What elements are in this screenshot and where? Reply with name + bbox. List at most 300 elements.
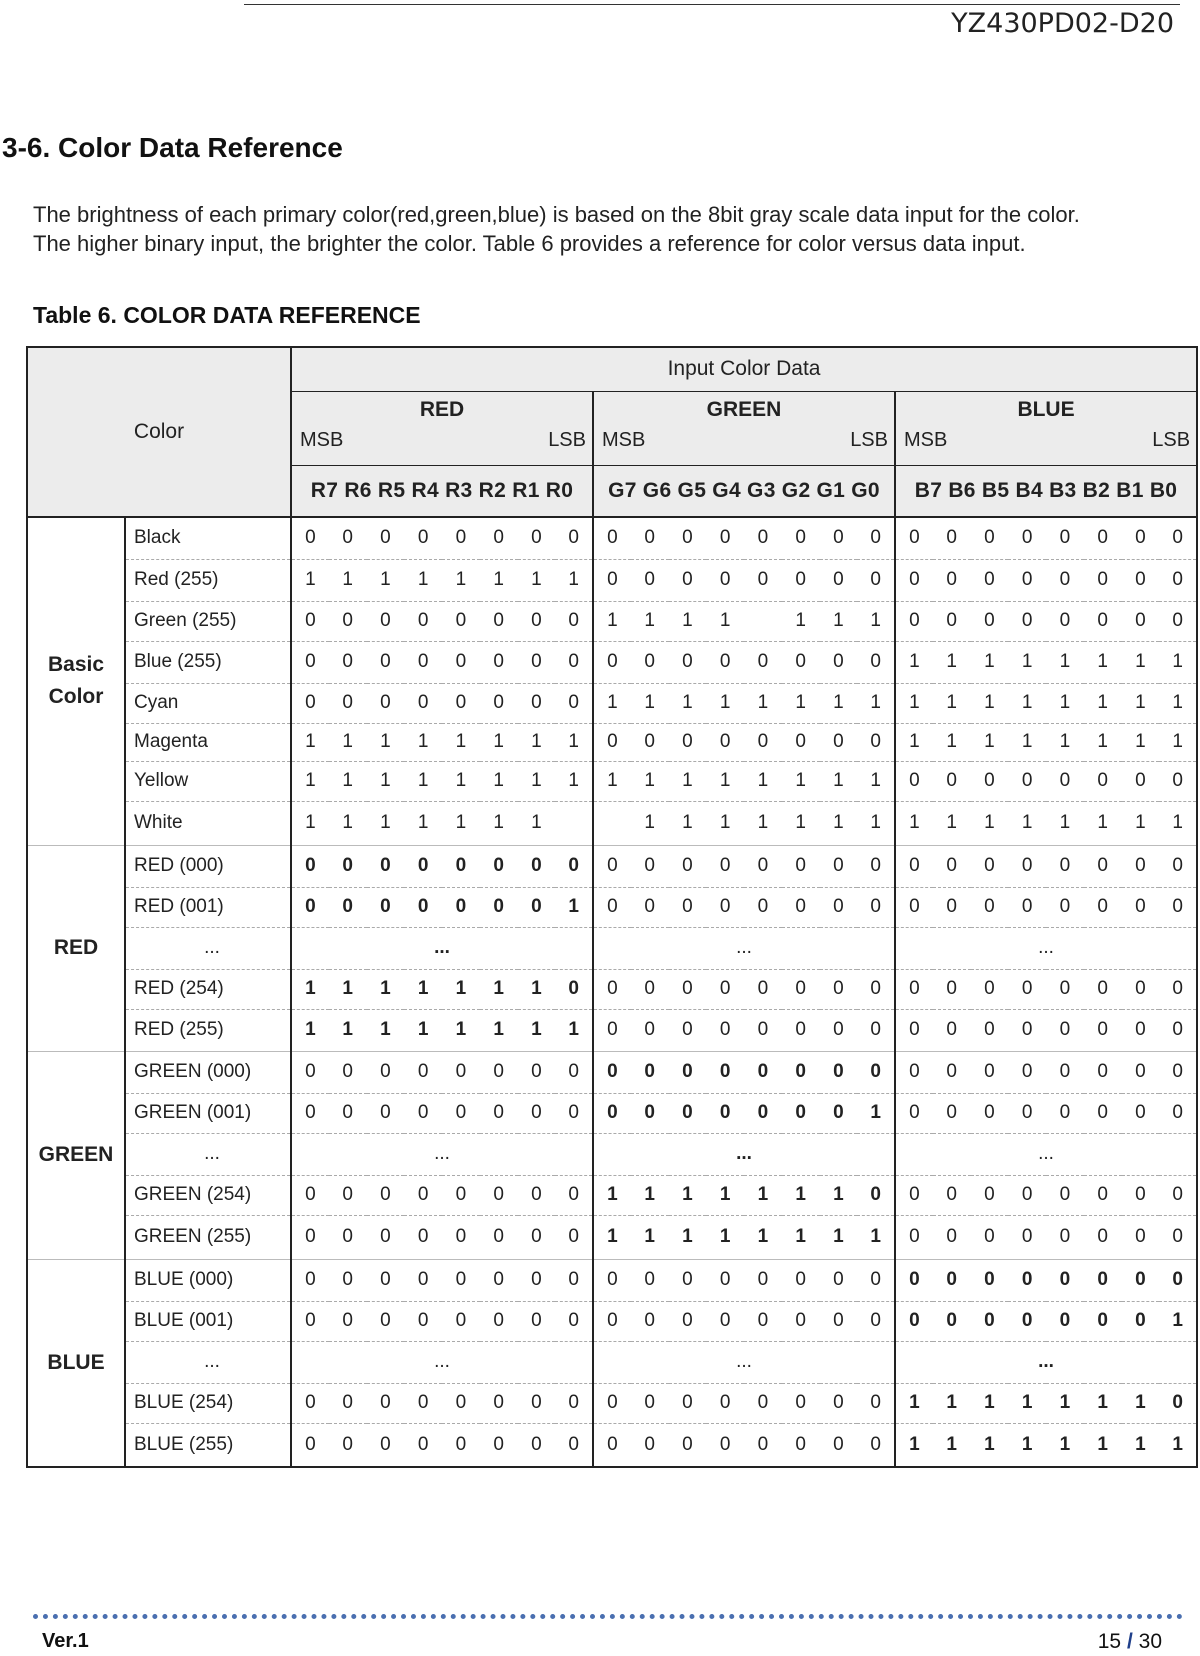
lsb-label-blue: LSB	[1046, 429, 1197, 465]
bit-cell: 0	[706, 723, 744, 761]
bit-cell: 0	[480, 1093, 518, 1133]
bit-cell: 1	[442, 761, 480, 801]
bit-cell: 0	[933, 1175, 971, 1215]
bit-cell: 0	[820, 723, 858, 761]
bit-cell: 1	[1122, 801, 1160, 845]
bit-cell: 0	[895, 761, 933, 801]
bit-cell: 0	[291, 1215, 329, 1259]
row-color-name: BLUE (001)	[125, 1301, 291, 1341]
bit-cell	[744, 601, 782, 641]
bit-cell: 0	[555, 845, 593, 887]
row-color-name: Blue (255)	[125, 641, 291, 683]
bit-cell: 0	[744, 1423, 782, 1467]
bit-cell: 0	[1122, 1093, 1160, 1133]
bit-cell: 0	[518, 1215, 556, 1259]
bit-cell: 0	[895, 517, 933, 559]
bit-cell: 0	[404, 517, 442, 559]
bit-cell: 1	[820, 761, 858, 801]
bit-cell: 0	[480, 1175, 518, 1215]
bit-cell: 1	[1084, 723, 1122, 761]
bit-cell: 1	[555, 887, 593, 927]
bit-cell: 1	[857, 601, 895, 641]
bit-cell: 0	[480, 683, 518, 723]
bit-cell: 0	[404, 845, 442, 887]
bit-cell: 0	[367, 1301, 405, 1341]
bit-cell: 0	[857, 1051, 895, 1093]
bit-cell: 0	[971, 1175, 1009, 1215]
bit-cell: 1	[782, 683, 820, 723]
bit-cell: 0	[367, 1383, 405, 1423]
bit-cell: 1	[555, 1009, 593, 1051]
row-color-name: Yellow	[125, 761, 291, 801]
bit-cell: 0	[442, 1383, 480, 1423]
color-data-table	[26, 346, 1198, 1468]
row-color-name: Cyan	[125, 683, 291, 723]
bit-cell: 1	[895, 1383, 933, 1423]
bit-cell: 0	[555, 683, 593, 723]
bit-cell: 1	[1122, 683, 1160, 723]
bit-cell: 0	[669, 845, 707, 887]
row-color-name: BLUE (255)	[125, 1423, 291, 1467]
row-color-name: GREEN (255)	[125, 1215, 291, 1259]
bit-cell: 1	[593, 1175, 631, 1215]
bit-cell: 1	[933, 1383, 971, 1423]
bit-cell: 1	[593, 1215, 631, 1259]
bit-cell: 1	[706, 601, 744, 641]
bit-cell: 1	[706, 801, 744, 845]
table-row	[27, 517, 1197, 559]
bit-cell: 1	[782, 601, 820, 641]
bit-cell: 0	[1159, 1215, 1197, 1259]
bit-cell: 0	[367, 517, 405, 559]
bit-cell: 0	[631, 1009, 669, 1051]
bit-cell: 0	[820, 641, 858, 683]
bit-cell: 0	[555, 1423, 593, 1467]
bit-cell: 1	[480, 1009, 518, 1051]
msb-label-blue: MSB	[895, 429, 1046, 465]
bit-cell: 0	[782, 1093, 820, 1133]
bit-cell: 0	[329, 517, 367, 559]
bit-cell: 1	[933, 801, 971, 845]
bit-cell: 1	[1159, 723, 1197, 761]
bit-cell: 0	[706, 1009, 744, 1051]
bit-labels-green: G7 G6 G5 G4 G3 G2 G1 G0	[593, 465, 895, 517]
bit-cell: 0	[442, 1301, 480, 1341]
bit-cell: 0	[820, 969, 858, 1009]
bit-cell: 0	[744, 1009, 782, 1051]
bit-cell: 1	[329, 801, 367, 845]
bit-cell: 0	[857, 1383, 895, 1423]
bit-cell: 0	[442, 1423, 480, 1467]
bit-cell: 1	[1008, 1423, 1046, 1467]
bit-cell: 0	[1122, 517, 1160, 559]
bit-cell: 1	[782, 801, 820, 845]
bit-cell: 1	[820, 801, 858, 845]
row-color-name: GREEN (000)	[125, 1051, 291, 1093]
bit-cell: 1	[895, 801, 933, 845]
bit-cell: 1	[1084, 1423, 1122, 1467]
bit-cell: 0	[1159, 1259, 1197, 1301]
bit-cell: 0	[329, 1175, 367, 1215]
bit-cell: 0	[442, 517, 480, 559]
bit-cell: 0	[329, 845, 367, 887]
bit-cell: 0	[1008, 1215, 1046, 1259]
bit-cell: 0	[820, 1301, 858, 1341]
bit-cell: 0	[669, 1051, 707, 1093]
bit-cell: 1	[480, 723, 518, 761]
bit-cell: 0	[706, 1423, 744, 1467]
bit-cell: 0	[1046, 1175, 1084, 1215]
bit-cell: 0	[291, 1301, 329, 1341]
table-row	[27, 683, 1197, 723]
bit-cell: 0	[1046, 1301, 1084, 1341]
bit-cell: 0	[669, 641, 707, 683]
bit-cell: 0	[971, 517, 1009, 559]
bit-cell: 0	[555, 1301, 593, 1341]
bit-cell: 0	[706, 559, 744, 601]
bit-cell: 1	[669, 801, 707, 845]
intro-line-1: The brightness of each primary color(red,green,blue) is based on the 8bit gray scale data input for the color.	[33, 202, 1080, 227]
bit-cell: 0	[971, 1259, 1009, 1301]
bit-cell: 0	[706, 1093, 744, 1133]
bit-cell: 0	[367, 1259, 405, 1301]
bit-cell: 1	[1122, 641, 1160, 683]
bit-cell: 1	[1159, 801, 1197, 845]
bit-cell: 0	[631, 1093, 669, 1133]
bit-cell: 1	[1046, 723, 1084, 761]
group-label: RED	[27, 845, 125, 1051]
bit-cell: 1	[1008, 723, 1046, 761]
bit-cell: 1	[669, 1175, 707, 1215]
msb-label-red: MSB	[291, 429, 442, 465]
bit-cell: 0	[1046, 1215, 1084, 1259]
bit-cell: 0	[1008, 845, 1046, 887]
bit-cell: 0	[329, 1383, 367, 1423]
bit-cell: 1	[1122, 1383, 1160, 1423]
table-row	[27, 801, 1197, 845]
bit-cell: 0	[367, 1093, 405, 1133]
bit-cell: 1	[971, 1423, 1009, 1467]
bit-cell: 0	[1046, 1051, 1084, 1093]
bit-cell: 0	[518, 887, 556, 927]
bit-cell: 0	[480, 1423, 518, 1467]
bit-cell: 1	[631, 1215, 669, 1259]
bit-cell: 1	[895, 1423, 933, 1467]
bit-cell: 1	[518, 969, 556, 1009]
bit-cell: 0	[669, 517, 707, 559]
row-color-name: Black	[125, 517, 291, 559]
bit-cell: 0	[1159, 1051, 1197, 1093]
bit-cell: 0	[631, 1301, 669, 1341]
bit-cell: 0	[895, 1051, 933, 1093]
bit-cell: 1	[291, 723, 329, 761]
bit-cell: 0	[820, 1383, 858, 1423]
bit-cell: 0	[895, 1215, 933, 1259]
bit-cell: 0	[782, 969, 820, 1009]
bit-cell: 0	[404, 1423, 442, 1467]
bit-cell: 1	[442, 1009, 480, 1051]
bit-cell: 0	[744, 517, 782, 559]
bit-cell: 0	[480, 845, 518, 887]
bit-cell: 0	[631, 1259, 669, 1301]
bit-cell: 0	[857, 641, 895, 683]
bit-cell: 1	[1008, 641, 1046, 683]
bit-cell: 0	[291, 887, 329, 927]
bit-cell: 0	[404, 887, 442, 927]
bit-cell: 0	[706, 1259, 744, 1301]
bit-cell: 0	[631, 641, 669, 683]
bit-cell: 0	[1159, 969, 1197, 1009]
bit-cell: 0	[1084, 761, 1122, 801]
bit-cell: 0	[1084, 1301, 1122, 1341]
bit-cell: 0	[782, 887, 820, 927]
bit-cell: 0	[593, 1301, 631, 1341]
bit-cell: 0	[971, 969, 1009, 1009]
bit-cell: 0	[1084, 517, 1122, 559]
section-title: 3-6. Color Data Reference	[2, 132, 343, 163]
bit-cell: 0	[857, 845, 895, 887]
bit-cell: 1	[971, 1383, 1009, 1423]
bit-cell: 0	[669, 969, 707, 1009]
table-row	[27, 1259, 1197, 1301]
bit-cell: 1	[631, 601, 669, 641]
bit-cell: 0	[367, 887, 405, 927]
bit-cell: 1	[857, 1215, 895, 1259]
bit-cell: 0	[744, 1093, 782, 1133]
bit-cell: 1	[1046, 1423, 1084, 1467]
bit-cell: 0	[1159, 1009, 1197, 1051]
bit-cell: 0	[1084, 1175, 1122, 1215]
bit-cell: 0	[1084, 601, 1122, 641]
color-header: Color	[27, 347, 291, 517]
bit-cell: 0	[291, 1259, 329, 1301]
bit-cell: 0	[706, 1301, 744, 1341]
bit-cell: 0	[367, 1175, 405, 1215]
bit-cell: 0	[1122, 969, 1160, 1009]
bit-cell: 1	[1008, 683, 1046, 723]
bit-cell: 0	[971, 601, 1009, 641]
bit-cell: 0	[895, 845, 933, 887]
bit-cell: 0	[706, 517, 744, 559]
bit-cell: 0	[1159, 761, 1197, 801]
bit-cell: 1	[442, 969, 480, 1009]
bit-cell: 0	[1084, 845, 1122, 887]
bit-cell: 0	[895, 559, 933, 601]
bit-cell: 0	[669, 1301, 707, 1341]
bit-cell: 0	[404, 683, 442, 723]
bit-cell: 0	[1008, 1051, 1046, 1093]
bit-cell: 1	[1159, 683, 1197, 723]
bit-cell: 0	[782, 641, 820, 683]
bit-cell: 1	[971, 641, 1009, 683]
bit-cell: 0	[1046, 517, 1084, 559]
group-label: BLUE	[27, 1259, 125, 1467]
bit-cell: 1	[744, 1175, 782, 1215]
bit-cell: 1	[782, 1175, 820, 1215]
bit-cell: 0	[291, 1383, 329, 1423]
bit-cell: 0	[669, 1383, 707, 1423]
bit-cell: 0	[744, 559, 782, 601]
row-color-name: GREEN (001)	[125, 1093, 291, 1133]
bit-cell: 0	[291, 1093, 329, 1133]
bit-cell: 0	[744, 1051, 782, 1093]
bit-cell: 0	[555, 1175, 593, 1215]
bit-cell: 0	[480, 641, 518, 683]
bit-cell: 0	[1008, 1301, 1046, 1341]
bit-cell: 0	[933, 1093, 971, 1133]
bit-cell: 0	[933, 1051, 971, 1093]
group-label: GREEN	[27, 1051, 125, 1259]
bit-cell: 0	[1008, 1009, 1046, 1051]
bit-cell: 0	[518, 1175, 556, 1215]
bit-cell: 1	[706, 683, 744, 723]
bit-cell: 0	[1046, 1093, 1084, 1133]
bit-cell: 1	[1084, 641, 1122, 683]
bit-cell: 0	[933, 969, 971, 1009]
bit-cell: 1	[631, 1175, 669, 1215]
bit-cell	[593, 801, 631, 845]
bit-cell: 0	[933, 761, 971, 801]
bit-cell: 1	[555, 559, 593, 601]
bit-cell: 0	[555, 641, 593, 683]
bit-cell: 0	[933, 1009, 971, 1051]
bit-cell: 0	[329, 1051, 367, 1093]
bit-cell: 0	[480, 1215, 518, 1259]
bit-cell: 0	[1084, 1009, 1122, 1051]
bit-cell: 0	[631, 1383, 669, 1423]
bit-cell: 0	[480, 517, 518, 559]
row-color-name: ...	[125, 927, 291, 969]
channel-header-green: GREEN	[593, 391, 895, 429]
bit-cell: 0	[1084, 1215, 1122, 1259]
bit-cell: 0	[291, 1051, 329, 1093]
bit-cell: 0	[518, 641, 556, 683]
row-color-name: RED (254)	[125, 969, 291, 1009]
bit-cell: 0	[329, 1423, 367, 1467]
row-color-name: ...	[125, 1133, 291, 1175]
bit-cell: 0	[669, 1259, 707, 1301]
bit-cell: 1	[971, 683, 1009, 723]
bit-cell: 0	[1122, 1051, 1160, 1093]
intro-line-2: The higher binary input, the brighter the color. Table 6 provides a reference for color versus data input.	[33, 231, 1026, 256]
bit-cell: 1	[895, 683, 933, 723]
bit-cell: 0	[1122, 1301, 1160, 1341]
bit-cell: 0	[480, 601, 518, 641]
bit-cell: 0	[555, 1093, 593, 1133]
bit-cell: 0	[291, 683, 329, 723]
table-row	[27, 559, 1197, 601]
bit-cell: 0	[1159, 601, 1197, 641]
msb-label-green: MSB	[593, 429, 744, 465]
row-color-name: Green (255)	[125, 601, 291, 641]
bit-cell: 1	[669, 761, 707, 801]
bit-cell: 0	[1084, 969, 1122, 1009]
lsb-label-green: LSB	[744, 429, 895, 465]
bit-cell: 0	[744, 1383, 782, 1423]
bit-cell: 0	[329, 1215, 367, 1259]
bit-cell: 1	[706, 1175, 744, 1215]
bit-cell: 1	[367, 761, 405, 801]
bit-cell: 0	[555, 1383, 593, 1423]
bit-labels-blue: B7 B6 B5 B4 B3 B2 B1 B0	[895, 465, 1197, 517]
bit-cell: 0	[1122, 1009, 1160, 1051]
bit-cell: 0	[782, 1051, 820, 1093]
bit-cell: 0	[1046, 1009, 1084, 1051]
bit-cell: 0	[631, 887, 669, 927]
bit-cell: 1	[404, 801, 442, 845]
bit-cell: 1	[1159, 1423, 1197, 1467]
ellipsis-cell: ...	[593, 1133, 895, 1175]
bit-cell: 1	[367, 1009, 405, 1051]
bit-cell: 0	[518, 1259, 556, 1301]
bit-cell: 0	[518, 517, 556, 559]
bit-cell: 1	[367, 969, 405, 1009]
bit-cell: 0	[480, 1259, 518, 1301]
bit-cell: 1	[1046, 641, 1084, 683]
bit-cell: 0	[820, 1093, 858, 1133]
document-id: YZ430PD02-D20	[951, 8, 1174, 39]
bit-cell: 0	[744, 969, 782, 1009]
bit-cell: 1	[933, 683, 971, 723]
bit-cell: 0	[1046, 969, 1084, 1009]
row-color-name: RED (255)	[125, 1009, 291, 1051]
bit-cell: 0	[329, 641, 367, 683]
bit-cell: 0	[442, 641, 480, 683]
row-color-name: Magenta	[125, 723, 291, 761]
ellipsis-cell: ...	[895, 1133, 1197, 1175]
bit-cell: 0	[404, 1259, 442, 1301]
bit-cell: 0	[669, 723, 707, 761]
bit-cell: 0	[857, 1301, 895, 1341]
bit-cell: 0	[1122, 1175, 1160, 1215]
table-row	[27, 1383, 1197, 1423]
bit-cell: 1	[820, 601, 858, 641]
bit-cell: 1	[971, 723, 1009, 761]
bit-cell: 0	[706, 1051, 744, 1093]
bit-cell: 1	[291, 559, 329, 601]
table-row	[27, 641, 1197, 683]
bit-cell: 0	[1084, 559, 1122, 601]
bit-cell: 0	[404, 641, 442, 683]
bit-cell: 0	[404, 1175, 442, 1215]
bit-cell: 0	[291, 601, 329, 641]
bit-cell: 0	[442, 1051, 480, 1093]
bit-cell: 1	[933, 1423, 971, 1467]
bit-cell: 0	[1159, 1383, 1197, 1423]
bit-cell: 0	[1046, 1259, 1084, 1301]
lsb-label-red: LSB	[442, 429, 593, 465]
bit-cell: 1	[895, 723, 933, 761]
bit-cell: 0	[971, 887, 1009, 927]
bit-cell: 1	[1084, 801, 1122, 845]
table-title: Table 6. COLOR DATA REFERENCE	[33, 302, 421, 328]
bit-cell: 0	[669, 1423, 707, 1467]
bit-cell: 0	[593, 1423, 631, 1467]
bit-cell: 0	[518, 1301, 556, 1341]
bit-cell: 1	[1046, 683, 1084, 723]
bit-cell: 0	[593, 845, 631, 887]
bit-cell: 1	[744, 683, 782, 723]
ellipsis-cell: ...	[291, 1133, 593, 1175]
bit-cell: 0	[820, 559, 858, 601]
table-row	[27, 1175, 1197, 1215]
bit-cell: 1	[518, 723, 556, 761]
bit-cell: 0	[442, 887, 480, 927]
bit-labels-red: R7 R6 R5 R4 R3 R2 R1 R0	[291, 465, 593, 517]
bit-cell: 1	[518, 559, 556, 601]
bit-cell: 0	[555, 517, 593, 559]
bit-cell: 0	[706, 887, 744, 927]
